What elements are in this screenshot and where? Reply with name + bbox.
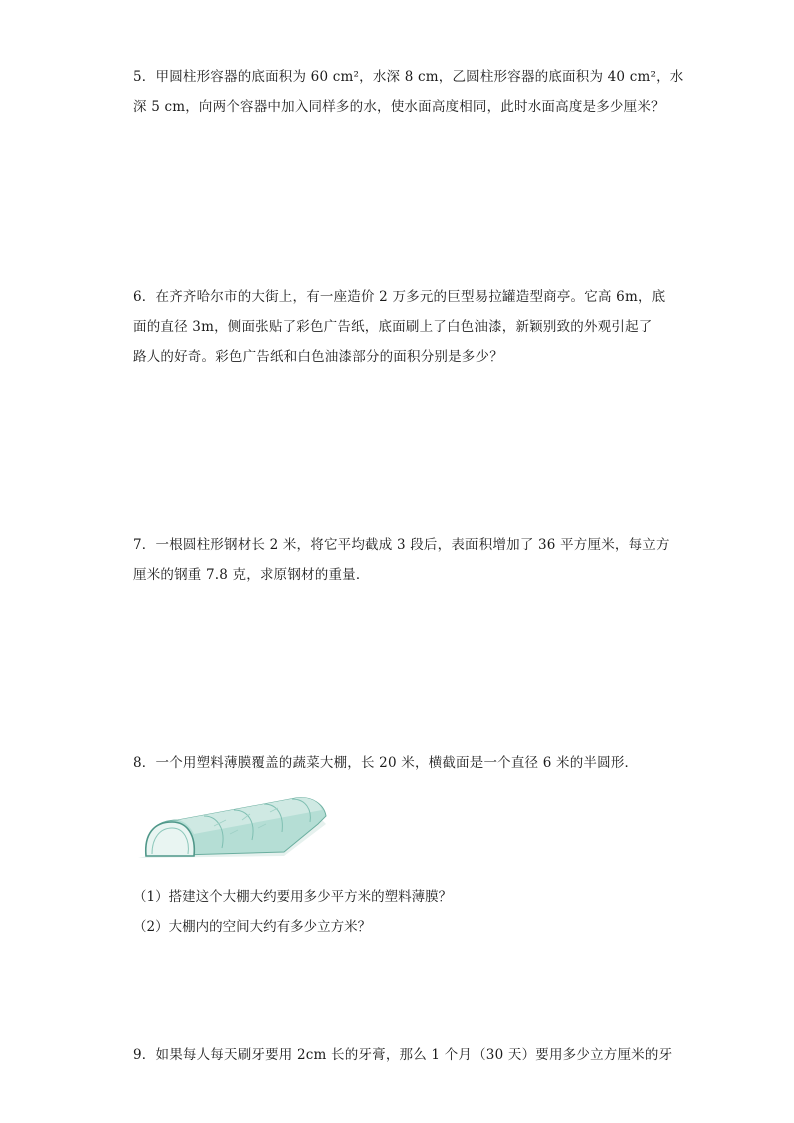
question-8-line-1: 8．一个用塑料薄膜覆盖的蔬菜大棚，长 20 米，横截面是一个直径 6 米的半圆形． bbox=[133, 755, 639, 771]
question-5-line-1: 5．甲圆柱形容器的底面积为 60 cm²，水深 8 cm，乙圆柱形容器的底面积为 40 cm²，水 bbox=[133, 69, 684, 85]
question-8-sub-1: （1）搭建这个大棚大约要用多少平方米的塑料薄膜？ bbox=[133, 889, 453, 905]
question-8 bbox=[133, 748, 663, 778]
question-9-line-1: 9．如果每人每天刷牙要用 2cm 长的牙膏，那么 1 个月（30 天）要用多少立方厘米的牙 bbox=[133, 1047, 673, 1063]
question-6 bbox=[133, 282, 666, 372]
question-6-line-1: 6．在齐齐哈尔市的大街上，有一座造价 2 万多元的巨型易拉罐造型商亭。它高 6m，底 bbox=[133, 289, 666, 305]
question-5 bbox=[133, 62, 684, 122]
question-9 bbox=[133, 1040, 673, 1070]
greenhouse-illustration bbox=[134, 790, 330, 862]
question-6-line-2: 面的直径 3m，侧面张贴了彩色广告纸，底面刷上了白色油漆，新颖别致的外观引起了 bbox=[133, 319, 653, 335]
question-7-line-1: 7．一根圆柱形钢材长 2 米，将它平均截成 3 段后，表面积增加了 36 平方厘米，每立方 bbox=[133, 537, 670, 553]
question-7 bbox=[133, 530, 670, 590]
question-7-line-2: 厘米的钢重 7.8 克，求原钢材的重量． bbox=[133, 567, 370, 583]
question-8-sub-2: （2）大棚内的空间大约有多少立方米？ bbox=[133, 919, 372, 935]
question-6-line-3: 路人的好奇。彩色广告纸和白色油漆部分的面积分别是多少？ bbox=[133, 349, 503, 365]
question-5-line-2: 深 5 cm，向两个容器中加入同样多的水，使水面高度相同，此时水面高度是多少厘米？ bbox=[133, 99, 665, 115]
